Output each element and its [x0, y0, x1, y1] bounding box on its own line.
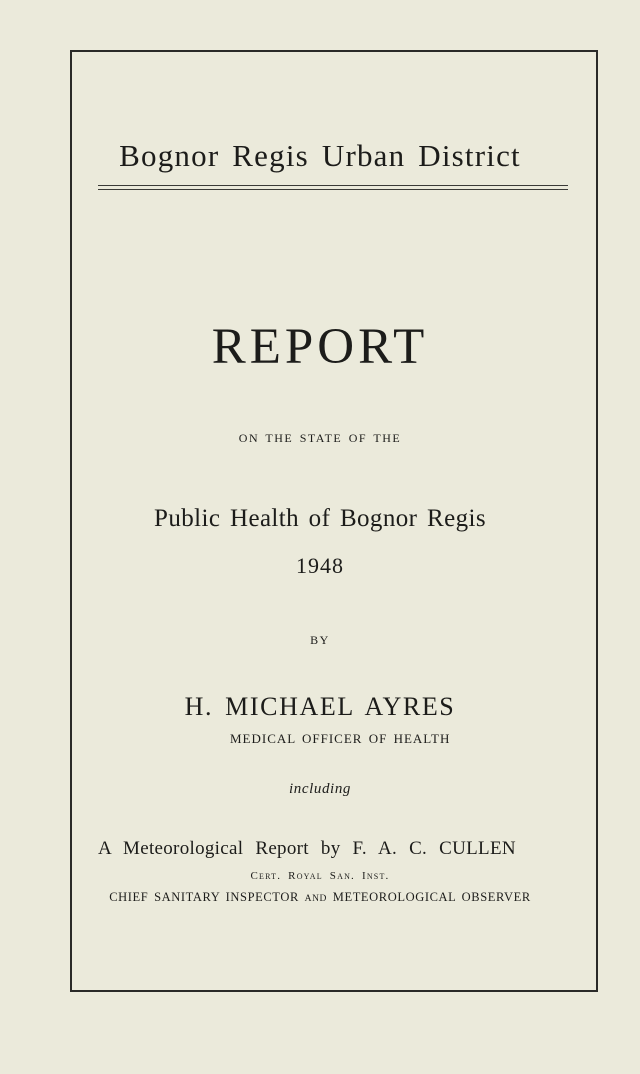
- cullen-role-part1: CHIEF SANITARY INSPECTOR: [109, 890, 299, 904]
- report-topic: Public Health of Bognor Regis: [154, 505, 486, 532]
- report-subtitle: ON THE STATE OF THE: [238, 431, 402, 445]
- by-label: BY: [310, 633, 330, 647]
- author-role: MEDICAL OFFICER OF HEALTH: [230, 731, 451, 746]
- meteorological-report-line: A Meteorological Report by F. A. C. CULLEN: [98, 838, 516, 859]
- cullen-role: [0, 890, 640, 905]
- cullen-certification: Cert. Royal San. Inst.: [250, 870, 390, 882]
- cullen-role-part2: METEOROLOGICAL OBSERVER: [332, 890, 531, 904]
- including-label: including: [288, 781, 352, 797]
- report-title: REPORT: [211, 319, 429, 375]
- report-year: 1948: [296, 553, 344, 578]
- double-rule-top: [98, 185, 568, 186]
- district-heading: Bognor Regis Urban District: [119, 138, 521, 173]
- cullen-role-and: AND: [304, 894, 328, 904]
- double-rule-bottom: [98, 189, 568, 190]
- author-name: H. MICHAEL AYRES: [184, 692, 456, 721]
